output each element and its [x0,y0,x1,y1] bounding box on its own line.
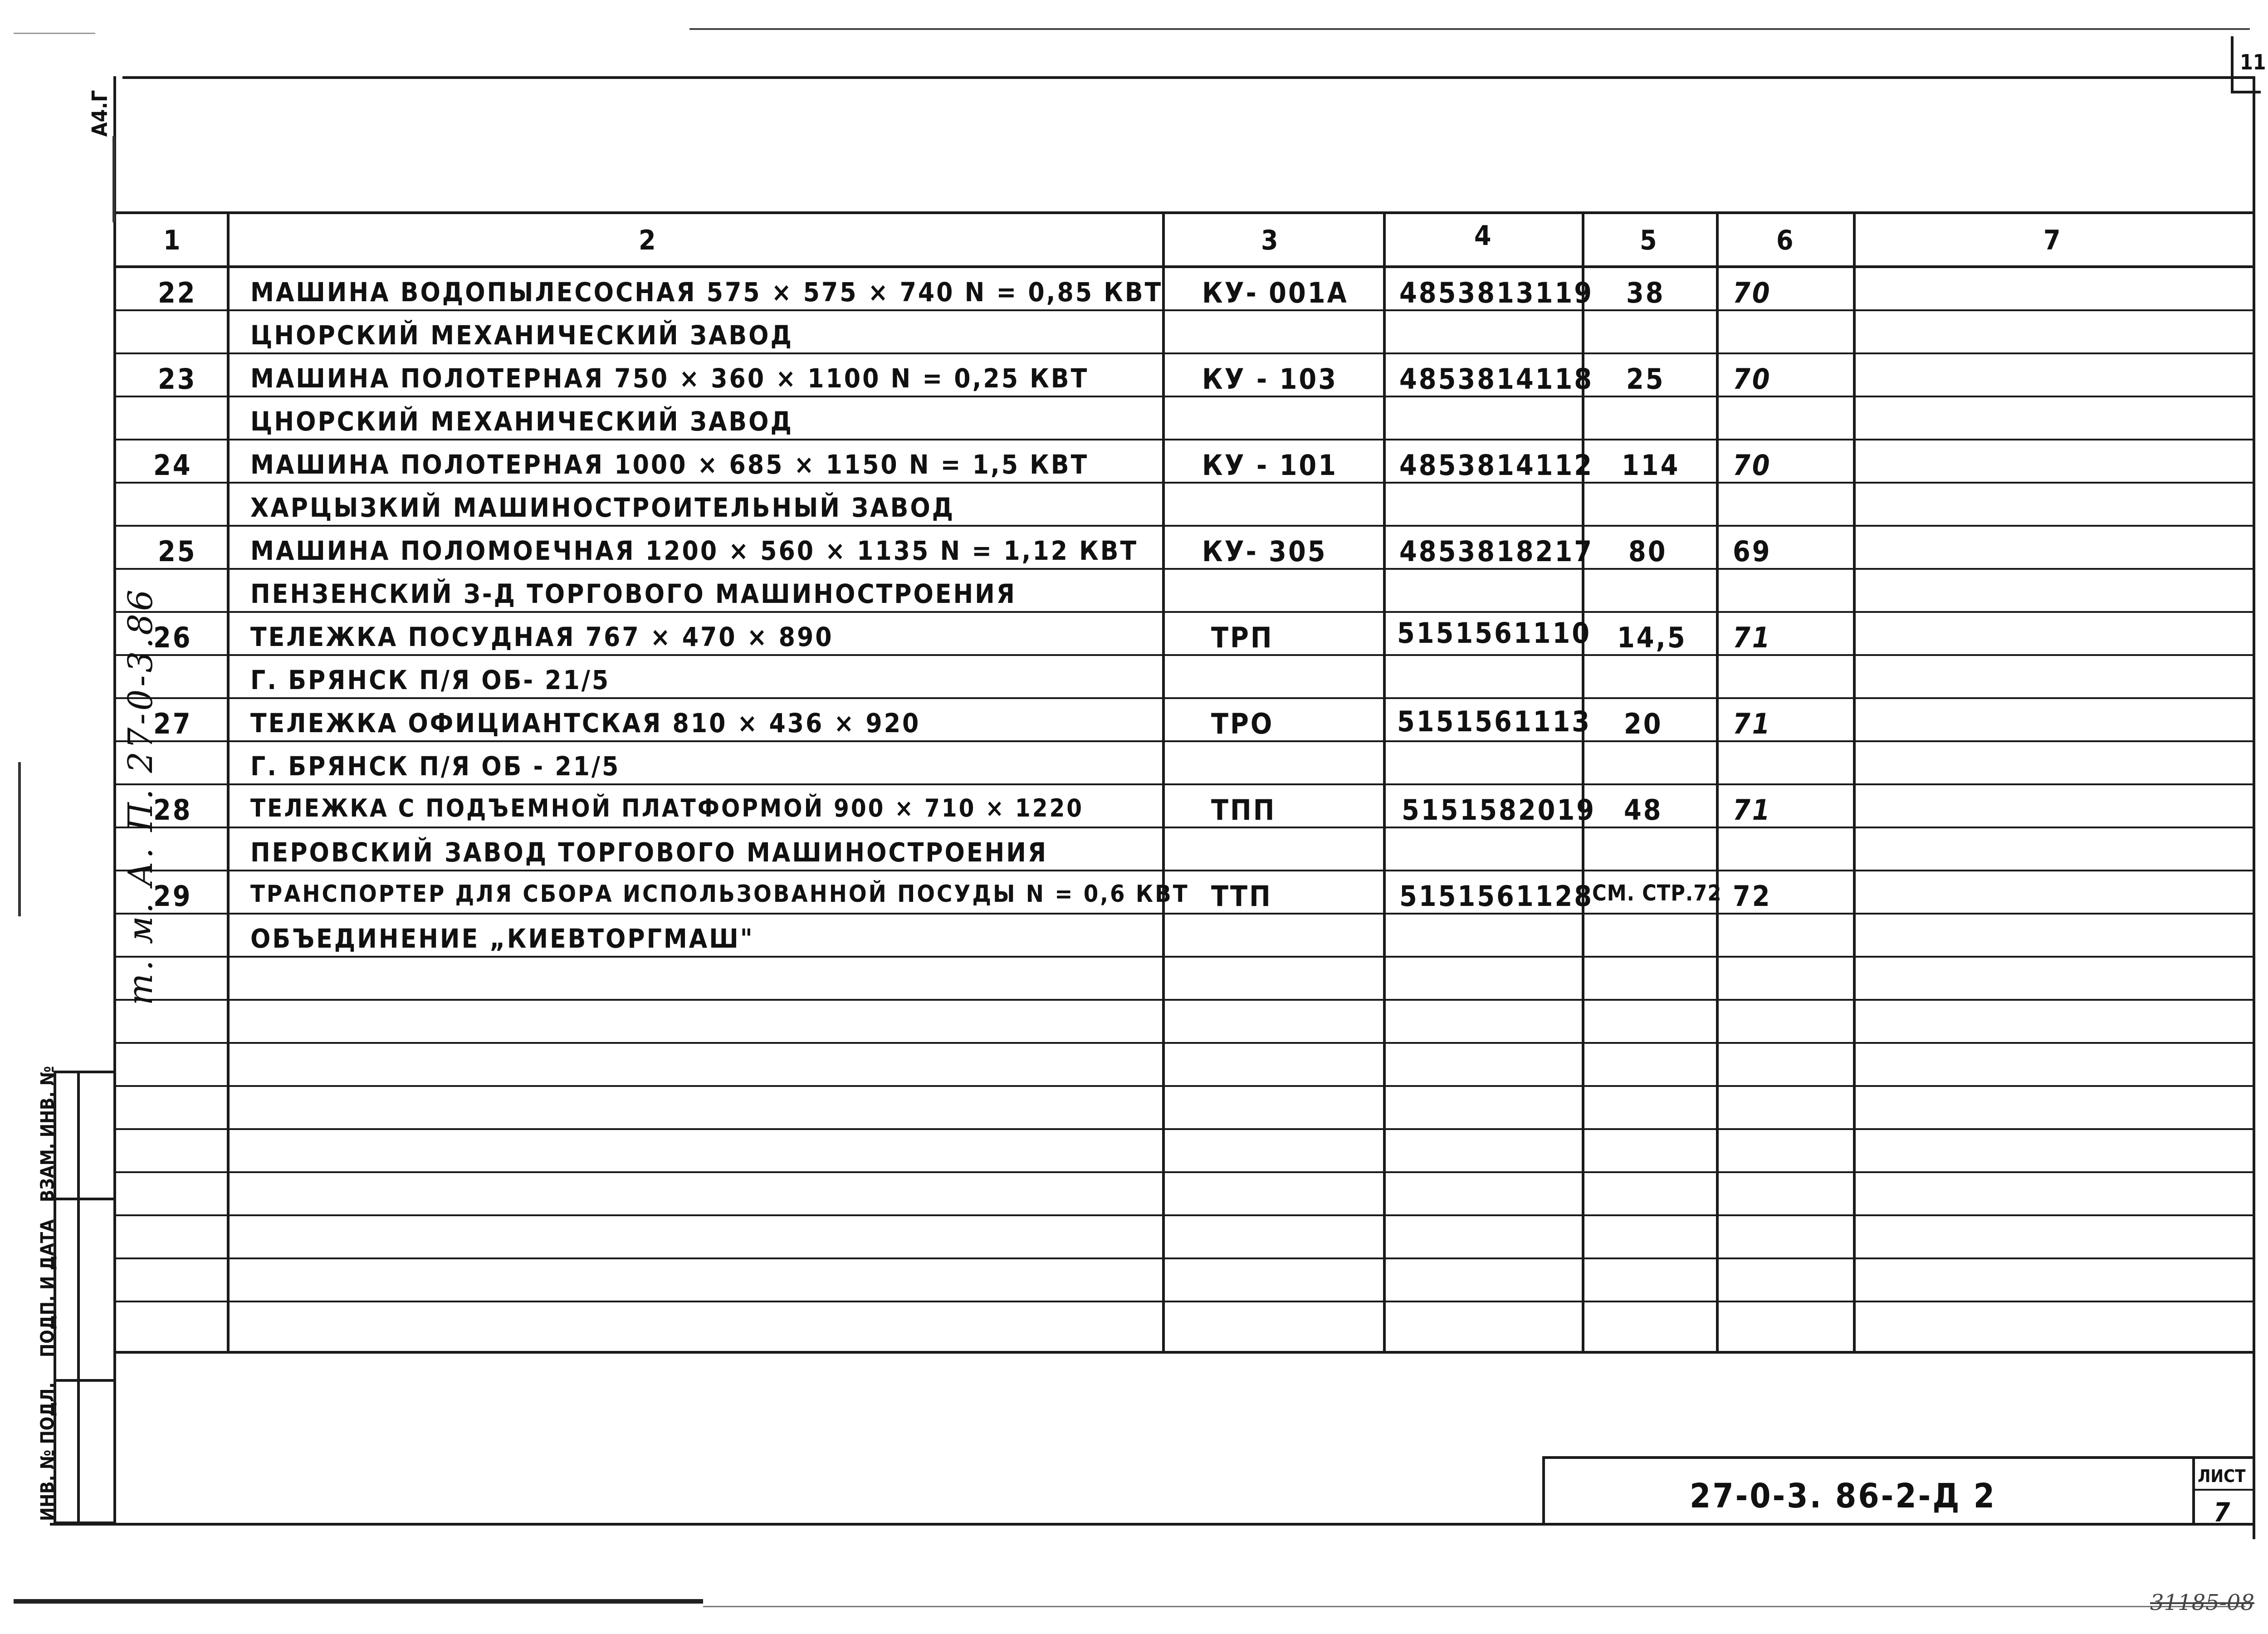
row-line [113,783,2254,785]
item-mass: СМ. СТР.72 [1592,881,1722,906]
item-page: 71 [1733,621,1772,654]
item-code: 5151561113 [1397,705,1592,738]
item-mass: 38 [1626,276,1665,309]
row-number: 29 [153,880,192,913]
item-mark: КУ- 001А [1202,276,1349,309]
item-mass: 80 [1628,535,1667,568]
item-maker: ПЕРОВСКИЙ ЗАВОД ТОРГОВОГО МАШИНОСТРОЕНИЯ [250,837,1048,868]
footer-note: 31185-08 [2150,1590,2254,1615]
item-name: ТРАНСПОРТЕР ДЛЯ СБОРА ИСПОЛЬЗОВАННОЙ ПОСУДЫ N = 0,6 КВТ [250,881,1189,908]
item-name: ТЕЛЕЖКА С ПОДЪЕМНОЙ ПЛАТФОРМОЙ 900 × 710 × 1220 [250,794,1084,822]
margin-tick [112,136,115,222]
header-col-2: 2 [639,225,656,256]
item-name: ТЕЛЕЖКА ОФИЦИАНТСКАЯ 810 × 436 × 920 [250,708,921,739]
row-line [113,870,2254,871]
row-line [113,654,2254,656]
row-line [113,697,2254,699]
stamp-cell-replace [0,1066,104,1202]
row-line [113,999,2254,1001]
frame-top [122,76,2254,79]
frame-right [2253,76,2255,1539]
item-mass: 20 [1624,707,1663,740]
stamp-cell-sign [0,1219,104,1358]
header-col-7: 7 [2043,225,2061,256]
row-number: 22 [158,276,197,309]
header-col-5: 5 [1640,225,1657,256]
item-maker: ПЕНЗЕНСКИЙ З-Д ТОРГОВОГО МАШИНОСТРОЕНИЯ [250,578,1017,609]
item-mass: 14,5 [1617,621,1687,654]
stamp-cell-inv [0,1382,104,1521]
row-number: 26 [153,621,192,654]
col-line-2 [1162,211,1165,1354]
row-line [113,1214,2254,1216]
sheet-number: 7 [2214,1497,2230,1528]
item-page: 72 [1733,880,1772,913]
item-code: 4853814118 [1399,362,1594,396]
side-code-text: т. м. А. П. 27-0-3.86 [121,587,160,1006]
item-maker: ХАРЦЫЗКИЙ МАШИНОСТРОИТЕЛЬНЫЙ ЗАВОД [250,492,955,523]
col-line-3 [1383,211,1386,1354]
item-page: 71 [1733,793,1772,827]
row-line [113,525,2254,527]
row-line [113,1257,2254,1259]
row-line [113,1301,2254,1302]
row-line [113,611,2254,613]
item-code: 4853813119 [1399,276,1594,309]
item-maker: Г. БРЯНСК П/Я ОБ - 21/5 [250,751,621,782]
row-line [113,568,2254,570]
stamp-inv-label: ИНВ. № ПОДЛ. [37,1382,59,1521]
row-line [113,740,2254,742]
header-col-3: 3 [1261,225,1278,256]
item-code: 4853814112 [1399,449,1594,482]
item-mark: КУ - 103 [1202,362,1338,396]
row-line [113,439,2254,440]
header-col-6: 6 [1776,225,1794,256]
document-code: 27-0-3. 86-2-Д 2 [1690,1477,1997,1516]
stamp-sign-label: ПОДП. И ДАТА [37,1219,59,1358]
item-mark: ТРО [1211,707,1274,740]
item-mass: 114 [1622,449,1680,482]
item-mark: ТПП [1211,793,1276,827]
item-code: 5151561110 [1397,616,1592,650]
item-mass: 48 [1624,793,1663,827]
row-number: 23 [158,362,197,396]
row-number: 28 [153,793,192,827]
item-mark: КУ - 101 [1202,449,1338,482]
item-page: 69 [1733,535,1772,568]
sheet-label: ЛИСТ [2198,1466,2246,1486]
row-number: 24 [153,449,192,482]
header-col-1: 1 [163,225,181,256]
item-page: 71 [1733,707,1772,740]
top-scan-dash [14,33,95,34]
row-line [113,482,2254,484]
stamp-replace-label: ВЗАМ. ИНВ. № [37,1066,58,1202]
bottom-scan-line [14,1599,703,1604]
row-line [113,913,2254,915]
format-label [83,86,115,141]
item-mass: 25 [1626,362,1665,396]
title-block-sheet-sep [2192,1489,2254,1491]
row-line [113,1085,2254,1087]
item-mark: ТРП [1211,621,1274,654]
row-number: 25 [158,535,197,568]
item-name: ТЕЛЕЖКА ПОСУДНАЯ 767 × 470 × 890 [250,621,834,652]
top-scan-line [689,28,2250,30]
row-line [113,1171,2254,1173]
row-line [113,1042,2254,1044]
item-mark: ТТП [1211,880,1272,913]
stamp-sep [54,1379,116,1382]
item-page: 70 [1733,362,1772,396]
item-page: 70 [1733,449,1772,482]
row-line [113,352,2254,354]
stamp-sep [54,1198,116,1200]
row-line [113,396,2254,397]
header-bottom-line [113,265,2254,268]
row-line [113,827,2254,828]
row-line [113,956,2254,958]
header-col-4: 4 [1474,220,1491,252]
table-bottom-line [113,1351,2254,1354]
bottom-scan-line-right [703,1606,2245,1607]
item-name: МАШИНА ПОЛОТЕРНАЯ 1000 × 685 × 1150 N = 1,5 КВТ [250,449,1089,480]
col-line-6 [1853,211,1856,1354]
format-label-text: A4.Г [87,90,112,137]
row-line [113,309,2254,311]
item-maker: ЦНОРСКИЙ МЕХАНИЧЕСКИЙ ЗАВОД [250,406,793,437]
table-top-line [113,211,2254,214]
item-name: МАШИНА ПОЛОМОЕЧНАЯ 1200 × 560 × 1135 N = 1,12 КВТ [250,535,1139,566]
item-code: 4853818217 [1399,535,1594,568]
item-mark: КУ- 305 [1202,535,1327,568]
row-line [113,1128,2254,1130]
item-name: МАШИНА ВОДОПЫЛЕСОСНАЯ 575 × 575 × 740 N = 0,85 КВТ [250,277,1163,308]
item-maker: ОБЪЕДИНЕНИЕ „КИЕВТОРГМАШ" [250,923,754,954]
item-maker: ЦНОРСКИЙ МЕХАНИЧЕСКИЙ ЗАВОД [250,320,793,351]
item-page: 70 [1733,276,1772,309]
row-number: 27 [153,707,192,740]
col-line-5 [1716,211,1719,1354]
margin-tick [18,762,21,916]
item-maker: Г. БРЯНСК П/Я ОБ- 21/5 [250,665,611,695]
item-name: МАШИНА ПОЛОТЕРНАЯ 750 × 360 × 1100 N = 0,25 КВТ [250,363,1089,394]
sheet-corner-number: 11 [2240,50,2266,74]
item-code: 5151561128 [1399,880,1594,913]
item-code: 5151582019 [1402,793,1596,827]
